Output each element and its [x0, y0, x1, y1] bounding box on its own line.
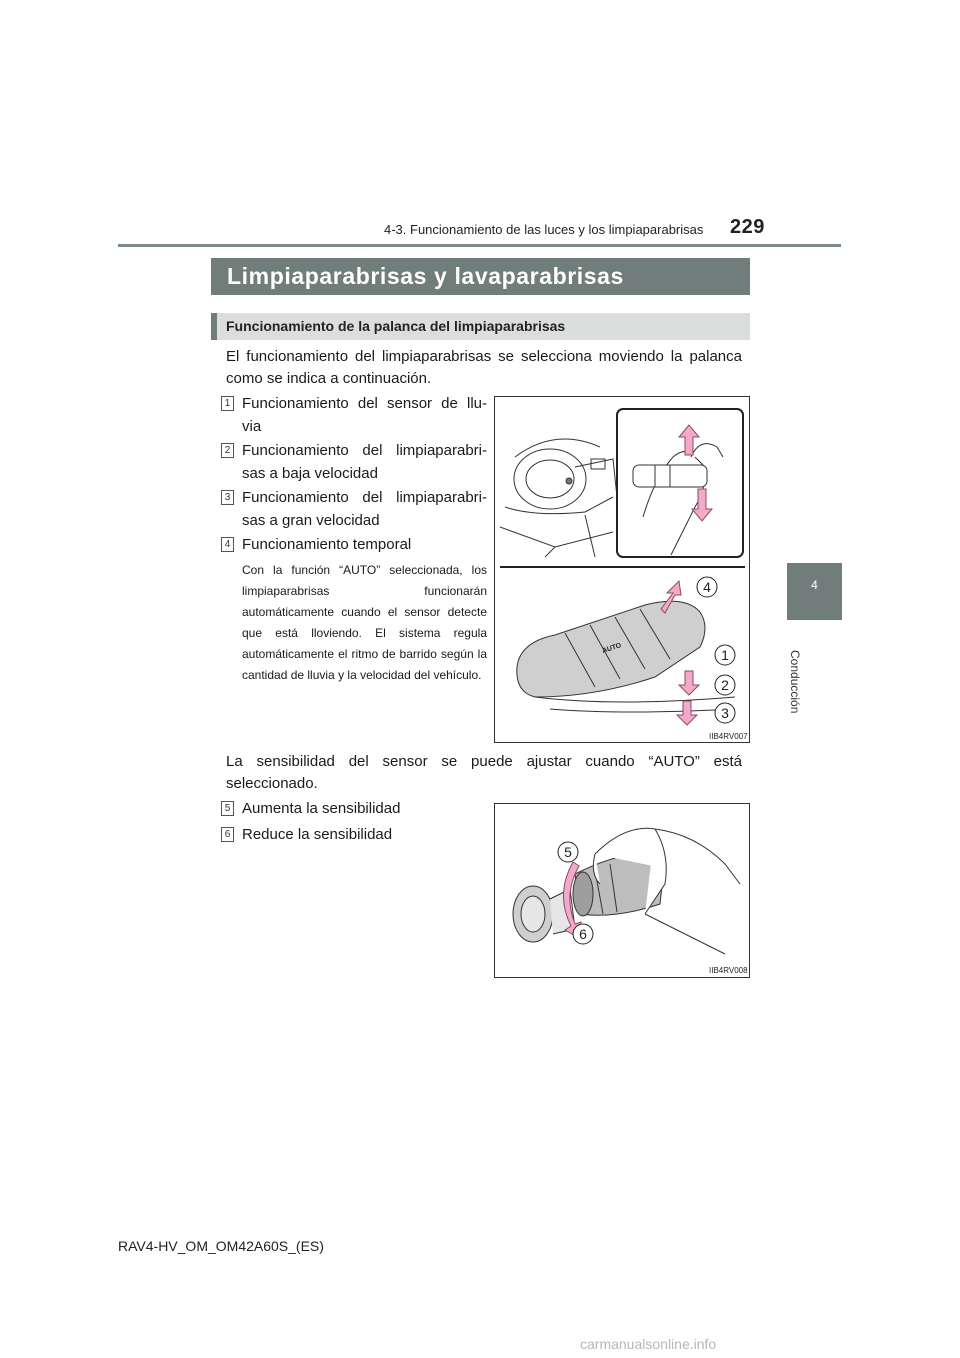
item-3-line1: Funcionamiento del limpiaparabri- [242, 489, 487, 506]
item-4 [242, 533, 487, 556]
subsection-title: Funcionamiento de la palanca del limpiaparabrisas [226, 318, 566, 334]
lever-auto-label: AUTO [601, 642, 623, 655]
arrow-low [679, 671, 699, 695]
callout-4: 4 [703, 579, 711, 595]
sensitivity-dial-illustration [495, 804, 749, 977]
callout-3: 3 [721, 705, 729, 721]
item-2-line1: Funcionamiento del limpiaparabri- [242, 442, 487, 459]
item-3-line2: sas a gran velocidad [242, 512, 380, 529]
item-marker-6: 6 [221, 827, 234, 842]
lever-closeup [517, 601, 735, 712]
item-marker-4: 4 [221, 537, 234, 552]
item-5: Aumenta la sensibilidad [242, 800, 401, 817]
item-marker-1: 1 [221, 396, 234, 411]
arrow-high [677, 701, 697, 725]
item-1 [242, 392, 487, 438]
document-code: RAV4-HV_OM_OM42A60S_(ES) [118, 1238, 324, 1254]
item-4-line1: Funcionamiento temporal [242, 536, 412, 553]
item-2 [242, 439, 487, 485]
item-6: Reduce la sensibilidad [242, 826, 393, 843]
callout-6: 6 [579, 926, 587, 942]
callout-1: 1 [721, 647, 729, 663]
figure-sensitivity-dial [494, 803, 750, 978]
item-1-line2: via [242, 418, 262, 435]
chapter-tab-label: Conducción [788, 650, 802, 714]
sensitivity-paragraph: La sensibilidad del sensor se puede ajustar cuando “AUTO” está seleccionado. [226, 753, 742, 792]
auto-note: Con la función “AUTO” seleccionada, los limpiaparabrisas funcionarán automáticamente cuando el sensor detecte que está lloviendo. El sistema regula automáticamente el ritmo de barrido según la cantidad de lluvia y la velocidad del vehículo. [242, 563, 487, 682]
item-marker-2: 2 [221, 443, 234, 458]
running-header: 4-3. Funcionamiento de las luces y los limpiaparabrisas [384, 222, 704, 237]
header-rule [118, 244, 841, 247]
page-number: 229 [730, 216, 765, 238]
figure-2-id: IIB4RV008 [709, 966, 748, 975]
figure-wiper-lever [494, 396, 750, 743]
page-title: Limpiaparabrisas y lavaparabrisas [227, 263, 624, 289]
subsection-accent [211, 313, 217, 340]
figure-1-id: IIB4RV007 [709, 732, 748, 741]
item-marker-5: 5 [221, 801, 234, 816]
item-1-line1: Funcionamiento del sensor de llu- [242, 395, 487, 412]
item-marker-3: 3 [221, 490, 234, 505]
wiper-lever-illustration [495, 397, 749, 742]
chapter-tab-number: 4 [811, 578, 818, 592]
watermark: carmanualsonline.info [580, 1336, 717, 1352]
intro-paragraph: El funcionamiento del limpiaparabrisas se selecciona moviendo la palanca como se indica a continuación. [226, 348, 742, 387]
cabin-sketch [500, 439, 617, 557]
callout-5: 5 [564, 844, 572, 860]
item-3 [242, 486, 487, 532]
callout-2: 2 [721, 677, 729, 693]
item-2-line2: sas a baja velocidad [242, 465, 378, 482]
